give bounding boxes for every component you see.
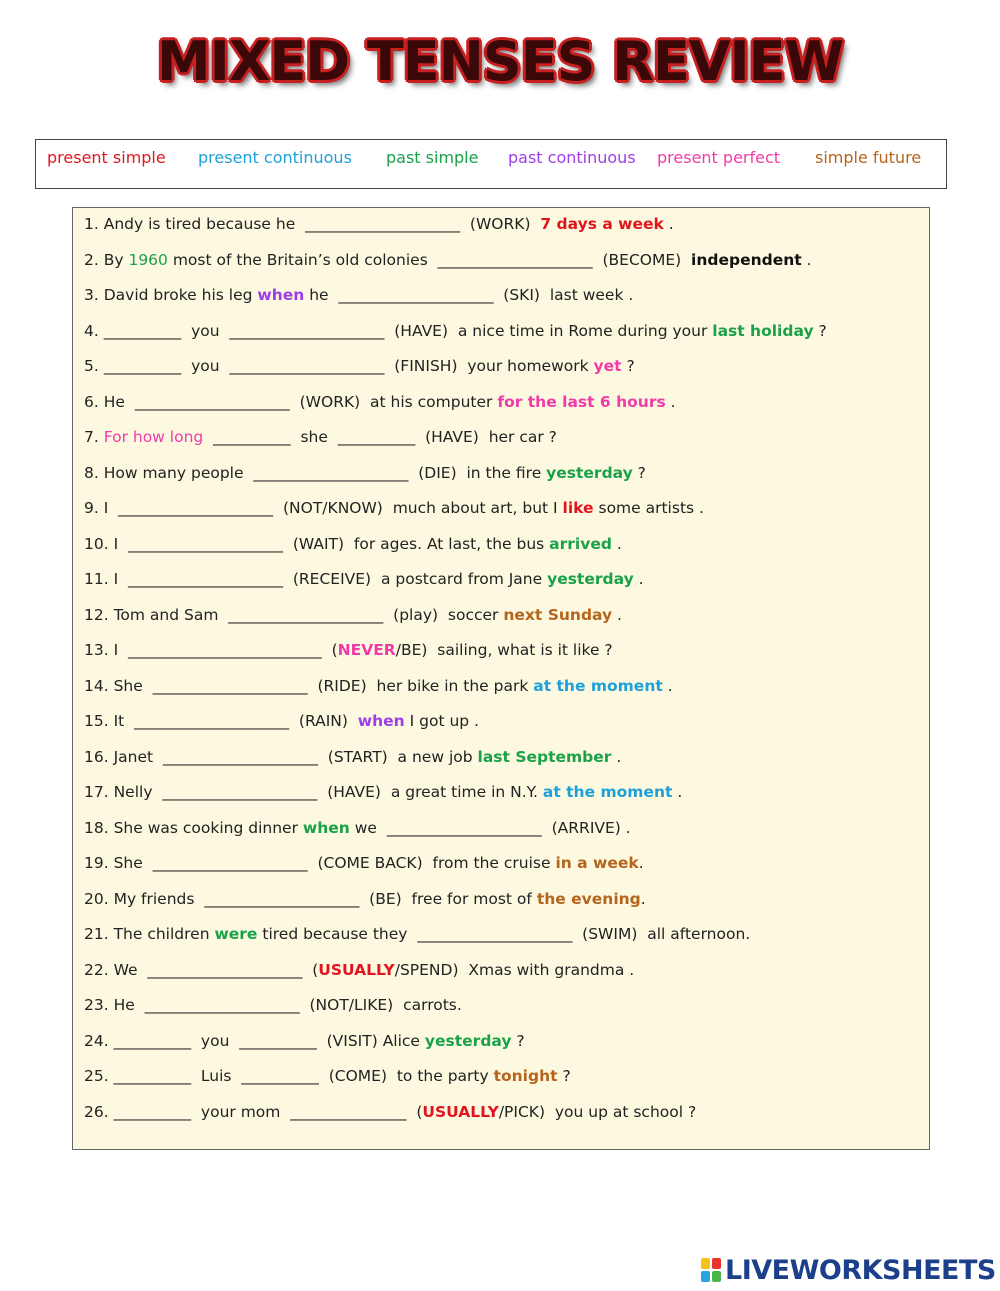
exercise-item [84, 924, 750, 944]
tense-keyword: last holiday [712, 321, 814, 340]
exercise-item [84, 1031, 525, 1051]
exercise-text: 22. We ____________________ ( [84, 960, 319, 979]
tense-keyword: in a week [555, 854, 639, 872]
tense-keyword: the evening [536, 889, 641, 908]
legend-present-continuous: present continuous [198, 148, 352, 167]
exercise-text: 26. __________ your mom _______________ ( [84, 1102, 423, 1121]
exercise-text: 16. Janet ____________________ (START) a new job [84, 747, 478, 766]
tense-keyword: were [214, 925, 258, 943]
legend-present-simple: present simple [47, 148, 166, 167]
exercise-text: . [662, 676, 673, 695]
exercise-item [84, 640, 613, 660]
legend-past-simple: past simple [386, 148, 479, 167]
exercise-text: he ____________________ (SKI) last week . [304, 286, 634, 304]
tense-keyword: next Sunday [503, 605, 613, 624]
exercise-text: 23. He ____________________ (NOT/LIKE) carrots. [84, 996, 462, 1014]
tense-keyword: last September [477, 747, 612, 766]
tense-keyword: independent [691, 250, 802, 269]
liveworksheets-logo [700, 1255, 996, 1285]
tense-keyword: when [302, 818, 350, 837]
exercise-text: 13. I _________________________ ( [84, 641, 338, 659]
tense-keyword: USUALLY [422, 1102, 499, 1121]
exercise-item [84, 356, 635, 376]
exercise-item [84, 463, 646, 483]
exercise-text: 6. He ____________________ (WORK) at his computer [84, 392, 498, 411]
exercise-text: ? [621, 357, 635, 375]
exercise-item [84, 711, 479, 731]
tense-keyword: arrived [549, 534, 612, 553]
exercise-text: 11. I ____________________ (RECEIVE) a postcard from Jane [84, 570, 548, 588]
exercise-text: 25. __________ Luis __________ (COME) to the party [84, 1067, 494, 1085]
exercise-text: /BE) sailing, what is it like ? [395, 641, 613, 659]
exercise-item [84, 747, 621, 767]
exercise-text: . [665, 392, 676, 411]
exercise-text: 21. The children [84, 925, 215, 943]
exercise-text: 12. Tom and Sam ____________________ (play) soccer [84, 605, 504, 624]
exercise-item [84, 427, 557, 447]
exercise-text: . [611, 747, 622, 766]
exercise-item [84, 250, 812, 270]
exercise-text: /PICK) you up at school ? [498, 1102, 697, 1121]
exercise-text: 3. David broke his leg [84, 286, 258, 304]
tense-legend [35, 139, 947, 189]
tense-keyword: NEVER [337, 641, 396, 659]
exercise-text: ? [813, 321, 827, 340]
exercise-item [84, 960, 634, 980]
tense-keyword: yesterday [547, 570, 634, 588]
exercise-text: ? [511, 1031, 525, 1050]
exercise-text: . [672, 783, 683, 801]
exercise-text: . [633, 570, 644, 588]
tense-keyword: yesterday [546, 463, 633, 482]
legend-simple-future: simple future [815, 148, 922, 167]
exercise-text: 5. __________ you ____________________ (FINISH) your homework [84, 357, 594, 375]
exercise-item [84, 285, 633, 305]
exercise-text: 9. I ____________________ (NOT/KNOW) much about art, but I [84, 499, 563, 517]
tense-keyword: at the moment [542, 783, 673, 801]
exercise-text: . [612, 605, 622, 624]
page-title: MIXED TENSES REVIEW [156, 30, 844, 93]
exercise-item [84, 321, 827, 341]
exercise-item [84, 782, 682, 802]
exercise-text: 4. __________ you ____________________ (HAVE) a nice time in Rome during your [84, 321, 713, 340]
tense-keyword: like [562, 499, 594, 517]
exercise-item [84, 1066, 571, 1086]
exercise-text: we ____________________ (ARRIVE) . [349, 818, 631, 837]
tense-keyword: when [357, 712, 405, 730]
exercise-item [84, 853, 644, 873]
logo-text: LIVEWORKSHEETS [725, 1254, 996, 1286]
exercise-text: 10. I ____________________ (WAIT) for ages. At last, the bus [84, 534, 550, 553]
exercise-text: . [663, 215, 674, 233]
exercise-text: 19. She ____________________ (COME BACK) from the cruise [84, 854, 556, 872]
liveworksheets-icon [700, 1257, 722, 1283]
legend-present-perfect: present perfect [657, 148, 781, 167]
exercise-text: tired because they ____________________ (SWIM) all afternoon. [257, 925, 751, 943]
exercise-text: . [638, 854, 644, 872]
exercise-item [84, 995, 462, 1015]
exercise-text: __________ she __________ (HAVE) her car ? [203, 428, 557, 446]
exercise-text: 14. She ____________________ (RIDE) her bike in the park [84, 676, 534, 695]
tense-keyword: yet [593, 357, 622, 375]
exercise-text: 1. Andy is tired because he ____________________ (WORK) [84, 215, 541, 233]
exercise-item [84, 676, 673, 696]
tense-keyword: at the moment [533, 676, 663, 695]
exercise-text: . [611, 534, 622, 553]
exercise-item [84, 392, 676, 412]
tense-keyword: 1960 [128, 250, 168, 269]
legend-past-continuous: past continuous [508, 148, 636, 167]
tense-keyword: for the last 6 hours [497, 392, 666, 411]
exercise-item [84, 498, 704, 518]
tense-keyword: 7 days a week [540, 215, 664, 233]
exercise-text: most of the Britain’s old colonies ____________________ (BECOME) [167, 250, 692, 269]
tense-keyword: For how long [103, 428, 204, 446]
tense-keyword: tonight [493, 1067, 558, 1085]
tense-keyword: yesterday [424, 1031, 512, 1050]
exercise-item [84, 534, 622, 554]
exercise-item [84, 214, 674, 234]
exercise-text: 24. __________ you __________ (VISIT) Alice [84, 1031, 425, 1050]
exercise-text: I got up . [404, 712, 479, 730]
exercise-text: /SPEND) Xmas with grandma . [394, 960, 635, 979]
exercise-text: some artists . [593, 499, 704, 517]
tense-keyword: USUALLY [318, 960, 395, 979]
exercise-text: 7. [84, 428, 104, 446]
exercise-text: 17. Nelly ____________________ (HAVE) a great time in N.Y. [84, 783, 543, 801]
exercise-text: 8. How many people ____________________ (DIE) in the fire [84, 463, 547, 482]
exercise-text: ? [632, 463, 646, 482]
exercise-text: 20. My friends ____________________ (BE) free for most of [84, 889, 537, 908]
exercise-text: 15. It ____________________ (RAIN) [84, 712, 358, 730]
exercise-item [84, 605, 622, 625]
exercise-text: . [801, 250, 812, 269]
exercise-text: 2. By [84, 250, 129, 269]
exercise-item [84, 818, 631, 838]
exercise-text: 18. She was cooking dinner [84, 818, 303, 837]
exercise-item [84, 889, 646, 909]
exercise-item [84, 569, 644, 589]
tense-keyword: when [257, 286, 305, 304]
exercise-text: . [640, 889, 646, 908]
exercise-text: ? [557, 1067, 571, 1085]
exercise-item [84, 1102, 696, 1122]
